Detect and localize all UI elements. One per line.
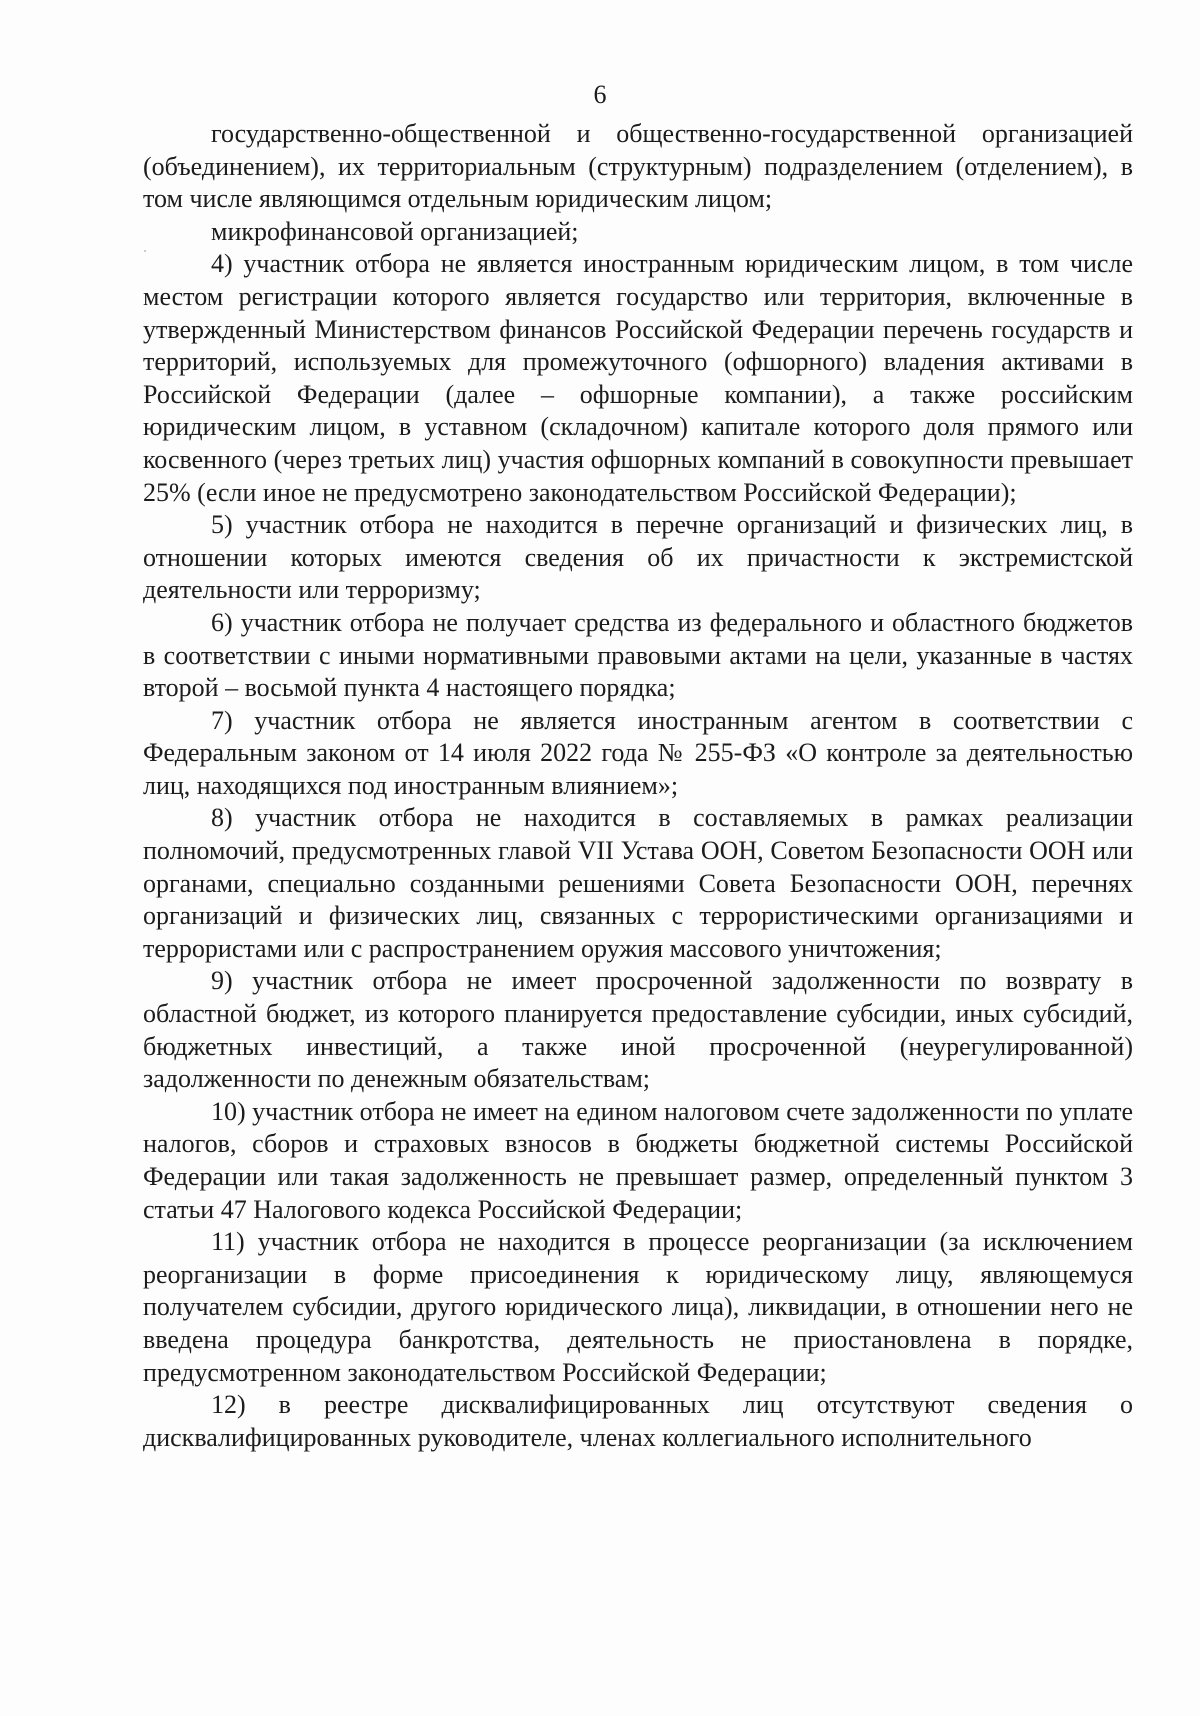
document-body	[143, 118, 1133, 1454]
paragraph-item-12: 12) в реестре дисквалифицированных лиц отсутствуют сведения о дисквалифицированных руководителе, членах коллегиального исполнительного	[143, 1390, 1133, 1452]
paragraph-item-9: 9) участник отбора не имеет просроченной задолженности по возврату в областной бюджет, из которого планируется предоставление субсидии, иных субсидий, бюджетных инвестиций, а также иной просроченной (неурегулированной) задолженности по денежным обязательствам;	[143, 966, 1133, 1094]
paragraph-item-8: 8) участник отбора не находится в составляемых в рамках реализации полномочий, предусмотренных главой VII Устава ООН, Советом Безопасности ООН или органами, специально созданными решениями Совета Безопасности ООН, перечнях организаций и физических лиц, связанных с террористическими организациями и террористами или с распространением оружия массового уничтожения;	[143, 803, 1133, 963]
paragraph-item-11: 11) участник отбора не находится в процессе реорганизации (за исключением реорганизации в форме присоединения к юридическому лицу, являющемуся получателем субсидии, другого юридического лица), ликвидации, в отношении него не введена процедура банкротства, деятельность не приостановлена в порядке, предусмотренном законодательством Российской Федерации;	[143, 1227, 1133, 1387]
paragraph-microfinance: микрофинансовой организацией;	[211, 216, 579, 246]
paragraph-item-6: 6) участник отбора не получает средства из федерального и областного бюджетов в соответствии с иными нормативными правовыми актами на цели, указанные в частях второй – восьмой пункта 4 настоящего порядка;	[143, 607, 1133, 703]
page-number: 6	[593, 80, 607, 109]
paragraph-item-10: 10) участник отбора не имеет на едином налоговом счете задолженности по уплате налогов, сборов и страховых взносов в бюджеты бюджетной системы Российской Федерации или такая задолженность не превышает размер, определенный пунктом 3 статьи 47 Налогового кодекса Российской Федерации;	[143, 1096, 1133, 1224]
paragraph-item-7: 7) участник отбора не является иностранным агентом в соответствии с Федеральным законом от 14 июля 2022 года № 255-ФЗ «О контроле за деятельностью лиц, находящихся под иностранным влиянием»;	[143, 705, 1133, 800]
paragraph-continuation: государственно-общественной и общественно-государственной организацией (объединением), их территориальным (структурным) подразделением (отделением), в том числе являющимся отдельным юридическим лицом;	[143, 119, 1133, 214]
paragraph-item-4: 4) участник отбора не является иностранным юридическим лицом, в том числе местом регистрации которого является государство или территория, включенные в утвержденный Министерством финансов Российской Федерации перечень государств и территорий, используемых для промежуточного (офшорного) владения активами в Российской Федерации (далее – офшорные компании), а также российским юридическим лицом, в уставном (складочном) капитале которого доля прямого или косвенного (через третьих лиц) участия офшорных компаний в совокупности превышает 25% (если иное не предусмотрено законодательством Российской Федерации);	[143, 249, 1133, 507]
paragraph-item-5: 5) участник отбора не находится в перечне организаций и физических лиц, в отношении которых имеются сведения об их причастности к экстремистской деятельности или терроризму;	[143, 510, 1133, 605]
